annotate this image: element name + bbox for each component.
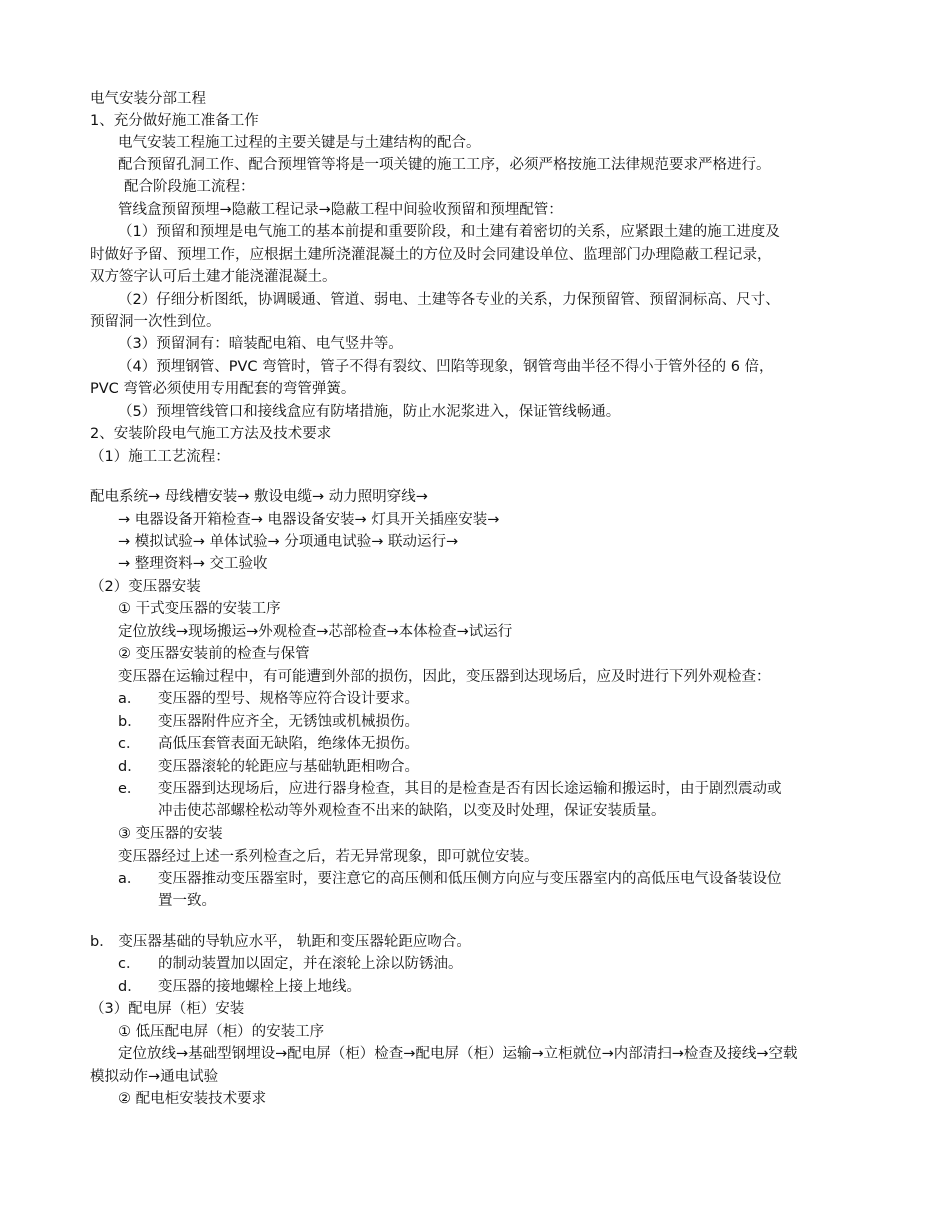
process-flow-line: 定位放线→现场搬运→外观检查→芯部检查→本体检查→试运行 [118,624,513,640]
circled-heading: ③ 变压器的安装 [118,826,223,842]
numbered-item-2: （2）仔细分析图纸，协调暖通、管道、弱电、土建等各专业的关系，力保预留管、预留洞标高、尺寸、 [118,292,780,308]
paragraph: 电气安装工程施工过程的主要关键是与土建结构的配合。 [118,135,481,151]
list-item-label: c． [118,736,141,752]
paragraph: 变压器经过上述一系列检查之后，若无异常现象，即可就位安装。 [118,849,539,865]
flow-text: 管线盒预留预埋→隐蔽工程记录→隐蔽工程中间验收预留和预埋配管： [118,202,563,218]
list-item-cont: 置一致。 [158,893,216,909]
numbered-item-1-cont: 双方签字认可后土建才能浇灌混凝土。 [90,269,337,285]
numbered-item-5: （5）预埋管线管口和接线盒应有防堵措施，防止水泥浆进入，保证管线畅通。 [118,404,621,420]
circled-heading: ① 干式变压器的安装工序 [118,601,281,617]
document-title: 电气安装分部工程 [90,91,206,107]
numbered-item-4-cont: PVC 弯管必须使用专用配套的弯管弹簧。 [90,381,356,397]
list-item: 高低压套管表面无缺陷，绝缘体无损伤。 [158,736,419,752]
list-item: 变压器滚轮的轮距应与基础轨距相吻合。 [158,759,419,775]
numbered-item-3: （3）预留洞有：暗装配电箱、电气竖井等。 [118,336,403,352]
circled-heading: ② 配电柜安装技术要求 [118,1091,267,1107]
numbered-item-1-cont: 时做好予留、预埋工作，应根据土建所浇灌混凝土的方位及时会同建设单位、监理部门办理隐蔽工程记录， [90,247,772,263]
list-item-label: c． [118,956,141,972]
list-item: 变压器到达现场后，应进行器身检查，其目的是检查是否有因长途运输和搬运时，由于剧烈震动或 [158,781,782,797]
numbered-item-4: （4）预埋钢管、PVC 弯管时，管子不得有裂纹、凹陷等现象，钢管弯曲半径不得小于管外径的 6 倍， [118,359,774,375]
subsection-heading: （2）变压器安装 [90,579,201,595]
subsection-heading: （3）配电屏（柜）安装 [90,1001,245,1017]
list-item-label: a． [118,871,142,887]
circled-heading: ① 低压配电屏（柜）的安装工序 [118,1024,325,1040]
circled-heading: ② 变压器安装前的检查与保管 [118,646,310,662]
process-flow-line: 配电系统→ 母线槽安装→ 敷设电缆→ 动力照明穿线→ [90,489,428,505]
list-item: 的制动装置加以固定，并在滚轮上涂以防锈油。 [158,956,463,972]
process-flow-line: 定位放线→基础型钢埋设→配电屏（柜）检查→配电屏（柜）运输→立柜就位→内部清扫→检查及接线→空载 [118,1046,798,1062]
process-flow-line-cont: 模拟动作→通电试验 [90,1069,219,1085]
section-1-heading: 1、充分做好施工准备工作 [90,113,259,129]
list-item: 变压器附件应齐全，无锈蚀或机械损伤。 [158,714,419,730]
section-2-heading: 2、安装阶段电气施工方法及技术要求 [90,426,332,442]
subsection-heading: （1）施工工艺流程： [90,449,230,465]
list-item-label: d． [118,759,142,775]
paragraph: 变压器在运输过程中，有可能遭到外部的损伤，因此，变压器到达现场后，应及时进行下列外观检查： [118,669,771,685]
list-item-label: a． [118,691,142,707]
list-item-label: e． [118,781,142,797]
paragraph: 配合预留孔洞工作、配合预埋管等将是一项关键的施工工序，必须严格按施工法律规范要求严格进行。 [118,157,771,173]
process-flow-line: → 电器设备开箱检查→ 电器设备安装→ 灯具开关插座安装→ [118,512,500,528]
list-item-cont: 冲击使芯部螺栓松动等外观检查不出来的缺陷，以变及时处理，保证安装质量。 [158,803,666,819]
list-item: 变压器的接地螺栓上接上地线。 [158,979,361,995]
list-item-label: b． [118,714,142,730]
process-flow-line: → 整理资料→ 交工验收 [118,556,268,572]
list-item: b． 变压器基础的导轨应水平， 轨距和变压器轮距应吻合。 [90,934,471,950]
numbered-item-1: （1）预留和预埋是电气施工的基本前提和重要阶段，和土建有着密切的关系，应紧跟土建的施工进度及 [118,224,780,240]
paragraph: 配合阶段施工流程： [124,179,255,195]
process-flow-line: → 模拟试验→ 单体试验→ 分项通电试验→ 联动运行→ [118,534,459,550]
list-item: 变压器的型号、规格等应符合设计要求。 [158,691,419,707]
list-item-label: d． [118,979,142,995]
numbered-item-2-cont: 预留洞一次性到位。 [90,314,221,330]
list-item: 变压器推动变压器室时，要注意它的高压侧和低压侧方向应与变压器室内的高低压电气设备装设位 [158,871,782,887]
